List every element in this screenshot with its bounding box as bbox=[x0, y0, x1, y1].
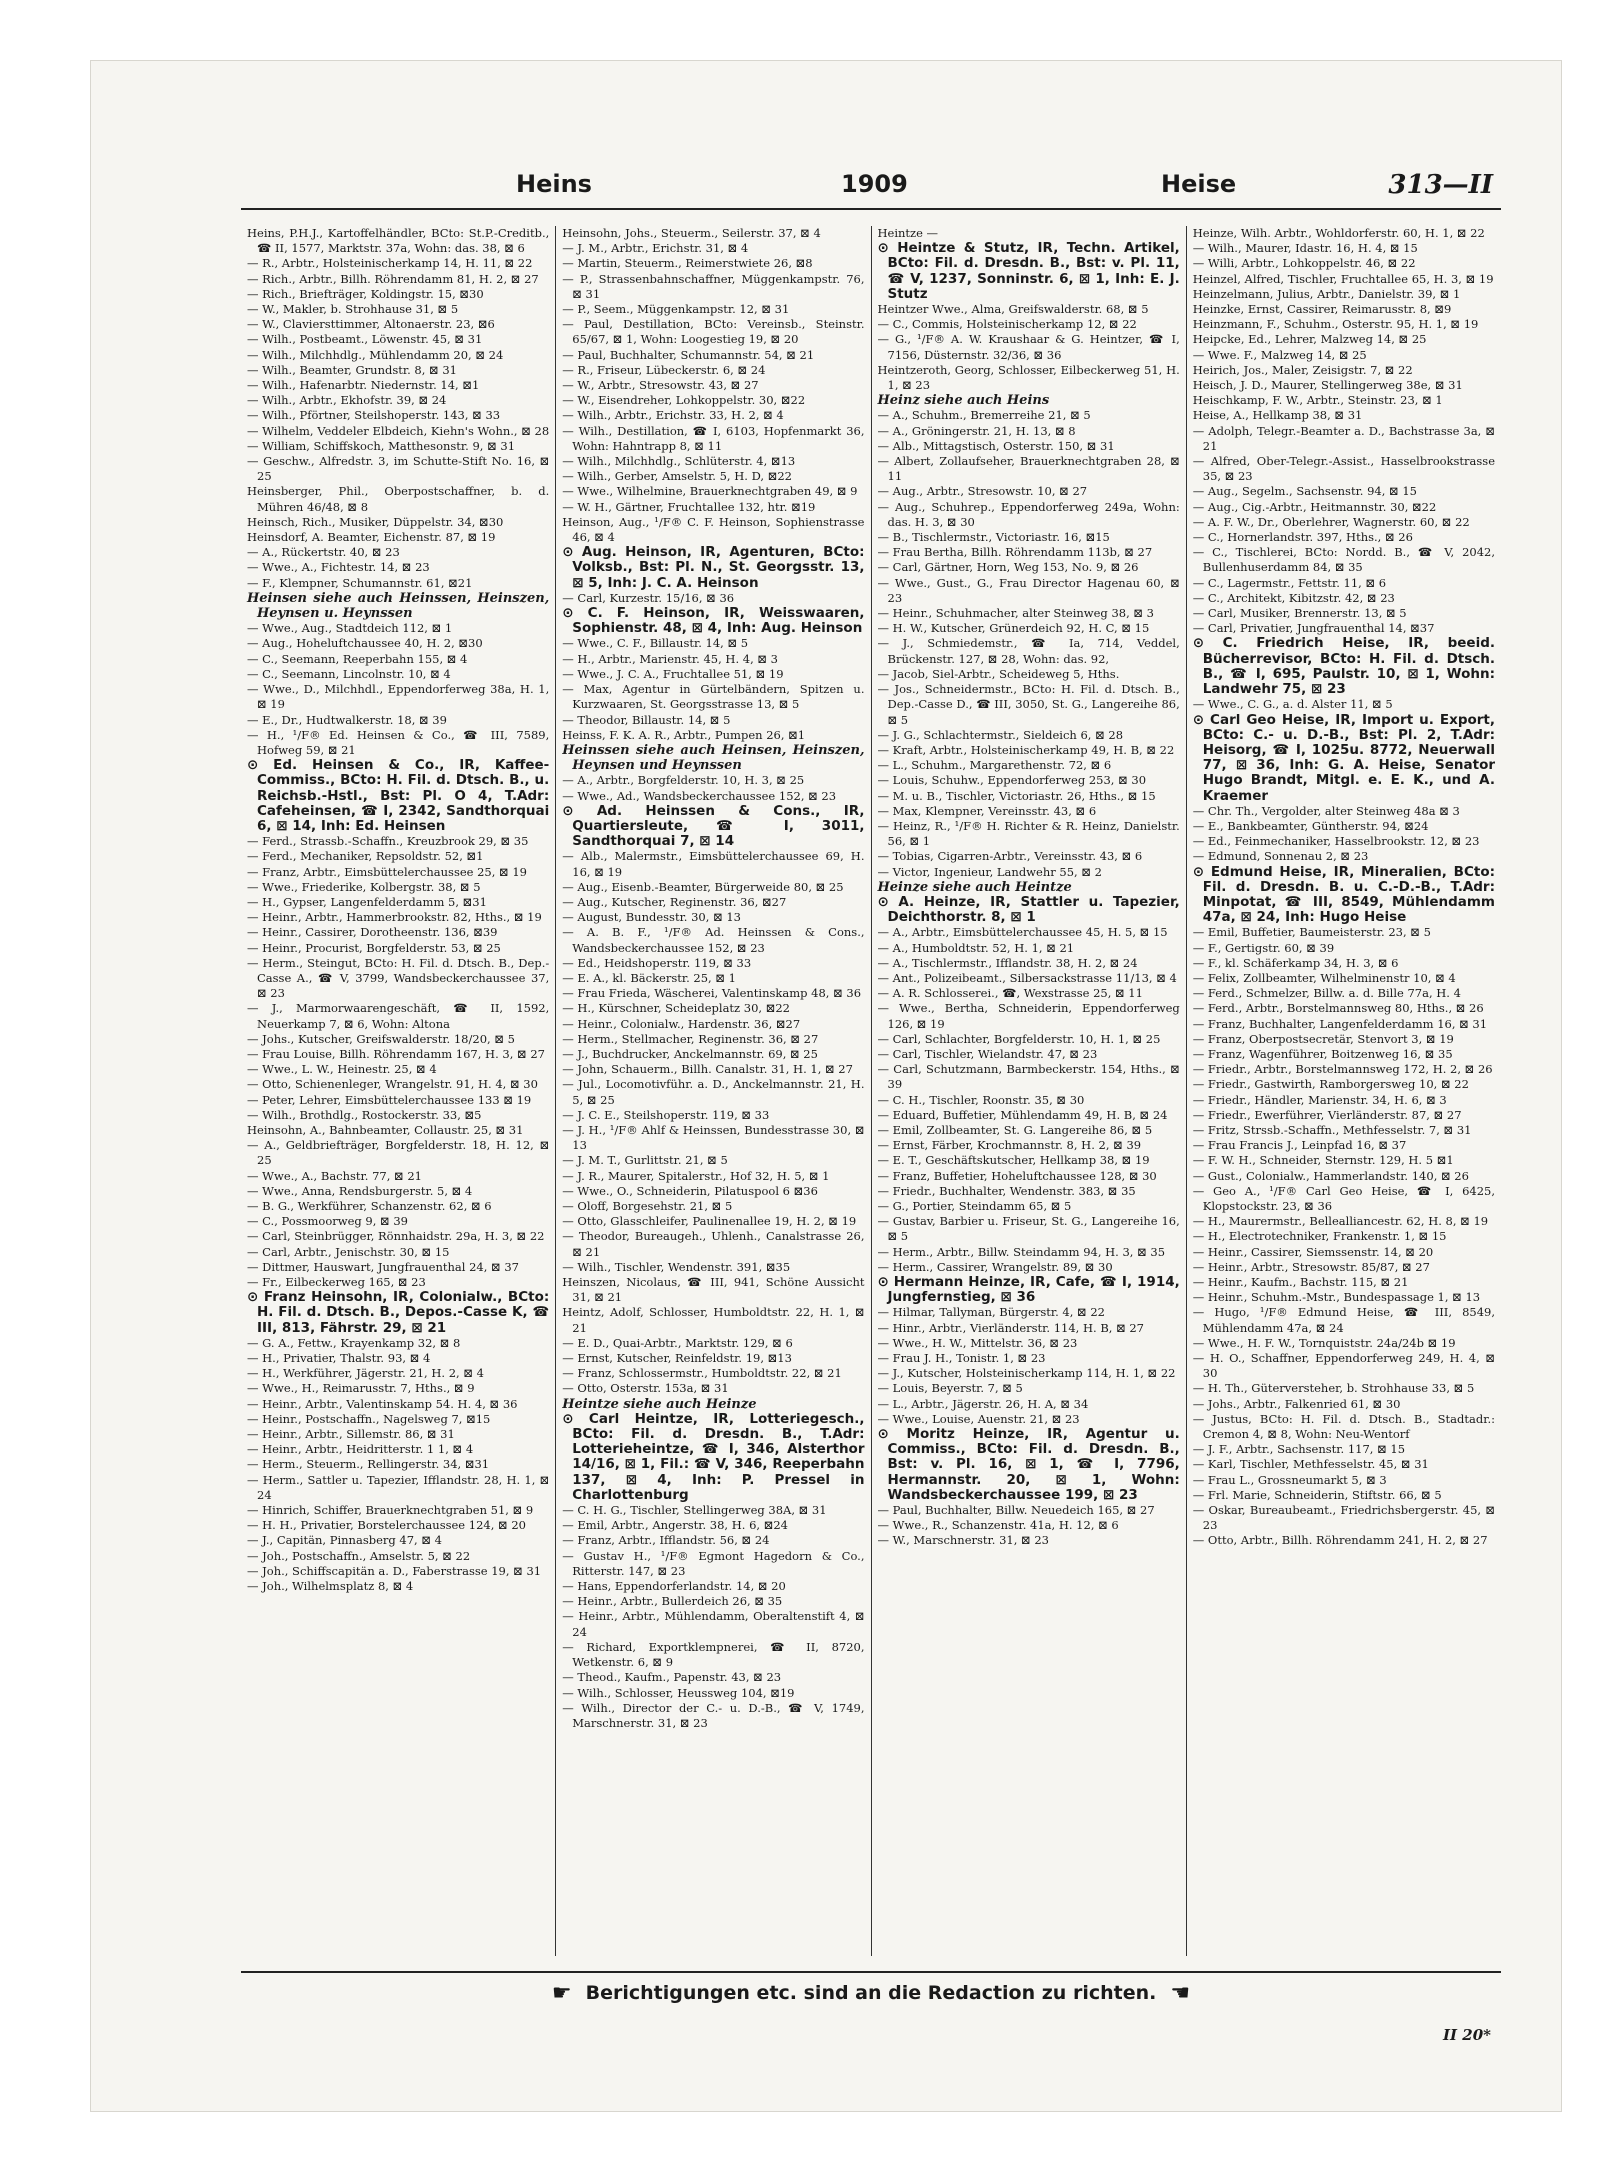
directory-entry: — Eduard, Buffetier, Mühlendamm 49, H. B, ⊠ 24 bbox=[877, 1107, 1168, 1122]
directory-entry: — P., Seem., Müggenkampstr. 12, ⊠ 31 bbox=[562, 302, 790, 317]
header-year: 1909 bbox=[841, 170, 908, 198]
directory-entry: ⊙ Aug. Heinson, IR, Agenturen, BCto: Volksb., Bst: Pl. N., St. Georgsstr. 13, ⊠ 5, Inh: J. C. A. Heinson bbox=[562, 544, 865, 591]
directory-entry: Heinss, F. K. A. R., Arbtr., Pumpen 26, ⊠1 bbox=[562, 727, 806, 742]
directory-entry: — H. O., Schaffner, Eppendorferweg 249, H. 4, ⊠ 30 bbox=[1192, 1351, 1495, 1381]
directory-entry: — Ant., Polizeibeamt., Silbersackstrasse 11/13, ⊠ 4 bbox=[877, 970, 1177, 985]
directory-entry: — J. H., ¹/F® Ahlf & Heinssen, Bundesstrasse 30, ⊠ 13 bbox=[562, 1122, 865, 1153]
directory-entry: — Felix, Zollbeamter, Wilhelminenstr 10, ⊠ 4 bbox=[1192, 970, 1456, 985]
directory-entry: ⊙ Edmund Heise, IR, Mineralien, BCto: Fil. d. Dresdn. B. u. C.-D.-B., T.Adr: Minpotat, ☎ III, 8549, Mühlendamm 47a, ⊠ 24, Inh: Hugo Heise bbox=[1192, 863, 1495, 926]
directory-entry: — Heinr., Arbtr., Hammerbrookstr. 82, Hths., ⊠ 19 bbox=[247, 910, 542, 925]
directory-entry: Heintze siehe auch Heinze bbox=[562, 1396, 757, 1412]
directory-entry: — H., Werkführer, Jägerstr. 21, H. 2, ⊠ 4 bbox=[247, 1366, 484, 1381]
directory-entry: — Geschw., Alfredstr. 3, im Schutte-Stift No. 16, ⊠ 25 bbox=[247, 454, 550, 484]
directory-entry: — Carl, Schlachter, Borgfelderstr. 10, H. 1, ⊠ 25 bbox=[877, 1031, 1161, 1046]
page-sheet bbox=[90, 60, 1562, 2112]
directory-entry: — Alb., Mittagstisch, Osterstr. 150, ⊠ 31 bbox=[877, 438, 1115, 453]
directory-entry: — A., Tischlermstr., Ifflandstr. 38, H. 2, ⊠ 24 bbox=[877, 955, 1138, 970]
directory-entry: Heinzel, Alfred, Tischler, Fruchtallee 65, H. 3, ⊠ 19 bbox=[1192, 271, 1494, 286]
directory-entry: — Heinr., Schuhmacher, alter Steinweg 38, ⊠ 3 bbox=[877, 606, 1154, 621]
directory-entry: Heinzke, Ernst, Cassirer, Reimarusstr. 8, ⊠9 bbox=[1192, 302, 1452, 317]
directory-entry: — Franz, Arbtr., Ifflandstr. 56, ⊠ 24 bbox=[562, 1533, 770, 1548]
directory-entry: — Wwe., J. C. A., Fruchtallee 51, ⊠ 19 bbox=[562, 666, 784, 681]
directory-entry: — Ed., Heidshoperstr. 119, ⊠ 33 bbox=[562, 955, 752, 970]
directory-entry: — Herm., Arbtr., Billw. Steindamm 94, H. 3, ⊠ 35 bbox=[877, 1244, 1166, 1259]
directory-entry: — Gust., Colonialw., Hammerlandstr. 140, ⊠ 26 bbox=[1192, 1168, 1469, 1183]
directory-entry: Heintzer Wwe., Alma, Greifswalderstr. 68, ⊠ 5 bbox=[877, 302, 1149, 317]
directory-entry: — Heinr., Arbtr., Stresowstr. 85/87, ⊠ 27 bbox=[1192, 1259, 1430, 1274]
directory-entry: — Gustav H., ¹/F® Egmont Hagedorn & Co., Ritterstr. 147, ⊠ 23 bbox=[562, 1548, 865, 1578]
directory-entry: — Heinz, R., ¹/F® H. Richter & R. Heinz, Danielstr. 56, ⊠ 1 bbox=[877, 818, 1180, 849]
directory-entry: — Wwe., H., Reimarusstr. 7, Hths., ⊠ 9 bbox=[247, 1381, 475, 1396]
directory-entry: — E. T., Geschäftskutscher, Hellkamp 38, ⊠ 19 bbox=[877, 1153, 1150, 1168]
directory-entry: — C., Tischlerei, BCto: Nordd. B., ☎ V, 2042, Bullenhuserdamm 84, ⊠ 35 bbox=[1192, 545, 1495, 575]
directory-entry: — Carl, Privatier, Jungfrauenthal 14, ⊠37 bbox=[1192, 621, 1435, 636]
directory-entry: — Heinr., Kaufm., Bachstr. 115, ⊠ 21 bbox=[1192, 1275, 1409, 1290]
directory-entry: — Louis, Schuhw., Eppendorferweg 253, ⊠ 30 bbox=[877, 773, 1147, 788]
directory-entry: ⊙ Ad. Heinssen & Cons., IR, Quartiersleute, ☎ I, 3011, Sandthorquai 7, ⊠ 14 bbox=[562, 802, 865, 850]
directory-entry: — Wwe., D., Milchhdl., Eppendorferweg 38a, H. 1, ⊠ 19 bbox=[247, 682, 550, 712]
directory-entry: — Rich., Briefträger, Koldingstr. 15, ⊠30 bbox=[247, 286, 484, 301]
directory-entry: — A. F. W., Dr., Oberlehrer, Wagnerstr. 60, ⊠ 22 bbox=[1192, 514, 1470, 529]
directory-entry: — Aug., Arbtr., Stresowstr. 10, ⊠ 27 bbox=[877, 484, 1088, 499]
directory-entry: — Otto, Glasschleifer, Paulinenallee 19, H. 2, ⊠ 19 bbox=[562, 1214, 857, 1229]
directory-entry: Heinsch, Rich., Musiker, Düppelstr. 34, ⊠30 bbox=[247, 514, 504, 529]
directory-entry: — R., Arbtr., Holsteinischerkamp 14, H. 11, ⊠ 22 bbox=[247, 256, 533, 271]
directory-entry: — Wwe., L. W., Heinestr. 25, ⊠ 4 bbox=[247, 1062, 437, 1077]
directory-entry: — Wwe., Gust., G., Frau Director Hagenau 60, ⊠ 23 bbox=[877, 575, 1180, 605]
directory-entry: — Carl, Gärtner, Horn, Weg 153, No. 9, ⊠ 26 bbox=[877, 560, 1139, 575]
directory-entry: — C. H., Tischler, Roonstr. 35, ⊠ 30 bbox=[877, 1092, 1085, 1107]
directory-entry: — William, Schiffskoch, Matthesonstr. 9, ⊠ 31 bbox=[247, 438, 516, 453]
directory-entry: — Martin, Steuerm., Reimerstwiete 26, ⊠8 bbox=[562, 256, 813, 271]
directory-entry: — C. H. G., Tischler, Stellingerweg 38A, ⊠ 31 bbox=[562, 1503, 827, 1518]
directory-entry: Heinsdorf, A. Beamter, Eichenstr. 87, ⊠ 19 bbox=[247, 530, 496, 545]
directory-entry: — Wwe., C. F., Billaustr. 14, ⊠ 5 bbox=[562, 636, 749, 651]
directory-entry: — Frau Louise, Billh. Röhrendamm 167, H. 3, ⊠ 27 bbox=[247, 1046, 545, 1061]
directory-entry: — Oloff, Borgesehstr. 21, ⊠ 5 bbox=[562, 1199, 733, 1213]
directory-entry: — Aug., Kutscher, Reginenstr. 36, ⊠27 bbox=[562, 894, 787, 909]
directory-entry: — Franz, Arbtr., Eimsbüttelerchaussee 25, ⊠ 19 bbox=[247, 864, 527, 879]
column-1 bbox=[241, 226, 556, 1956]
directory-entry: — G., Portier, Steindamm 65, ⊠ 5 bbox=[877, 1199, 1072, 1213]
directory-entry: — Wwe., Bertha, Schneiderin, Eppendorferweg 126, ⊠ 19 bbox=[877, 1001, 1180, 1031]
directory-entry: — Aug., Hoheluftchaussee 40, H. 2, ⊠30 bbox=[247, 636, 483, 651]
directory-entry: Heinzelmann, Julius, Arbtr., Danielstr. 39, ⊠ 1 bbox=[1192, 286, 1461, 301]
directory-entry: — Heinr., Cassirer, Dorotheenstr. 136, ⊠39 bbox=[247, 925, 498, 940]
directory-entry: — J. M. T., Gurlittstr. 21, ⊠ 5 bbox=[562, 1153, 728, 1168]
directory-entry: — Wilh., Director der C.- u. D.-B., ☎ V, 1749, Marschnerstr. 31, ⊠ 23 bbox=[562, 1700, 865, 1730]
directory-entry: — Alfred, Ober-Telegr.-Assist., Hasselbrookstrasse 35, ⊠ 23 bbox=[1192, 454, 1495, 484]
column-2 bbox=[556, 226, 871, 1956]
directory-entry: — Heinr., Colonialw., Hardenstr. 36, ⊠27 bbox=[562, 1016, 801, 1031]
directory-page bbox=[241, 166, 1501, 2051]
directory-entry: Heinsberger, Phil., Oberpostschaffner, b. d. Mühren 46/48, ⊠ 8 bbox=[247, 484, 550, 514]
directory-entry: — F., kl. Schäferkamp 34, H. 3, ⊠ 6 bbox=[1192, 955, 1399, 970]
directory-entry: Heinzmann, F., Schuhm., Osterstr. 95, H. 1, ⊠ 19 bbox=[1192, 317, 1479, 332]
page-header bbox=[241, 166, 1501, 210]
directory-entry: — F. W. H., Schneider, Sternstr. 129, H. 5 ⊠1 bbox=[1192, 1153, 1454, 1168]
directory-entry: — Hinr., Arbtr., Vierländerstr. 114, H. B, ⊠ 27 bbox=[877, 1320, 1144, 1335]
directory-entry: — Wwe., Anna, Rendsburgerstr. 5, ⊠ 4 bbox=[247, 1183, 473, 1198]
directory-entry: — Herm., Cassirer, Wrangelstr. 89, ⊠ 30 bbox=[877, 1259, 1113, 1274]
columns bbox=[241, 226, 1501, 1956]
directory-entry: — Wilh., Hafenarbtr. Niedernstr. 14, ⊠1 bbox=[247, 378, 480, 393]
directory-entry: — Herm., Steuerm., Rellingerstr. 34, ⊠31 bbox=[247, 1457, 490, 1472]
directory-entry: — J. M., Arbtr., Erichstr. 31, ⊠ 4 bbox=[562, 241, 749, 256]
directory-entry: — Heinr., Arbtr., Mühlendamm, Oberaltenstift 4, ⊠ 24 bbox=[562, 1609, 865, 1639]
directory-entry: ⊙ C. F. Heinson, IR, Weisswaaren, Sophienstr. 48, ⊠ 4, Inh: Aug. Heinson bbox=[562, 605, 865, 637]
directory-entry: Heise, A., Hellkamp 38, ⊠ 31 bbox=[1192, 408, 1363, 423]
directory-entry: — Jos., Schneidermstr., BCto: H. Fil. d. Dtsch. B., Dep.-Casse D., ☎ III, 3050, St. G., Langereihe 86, ⊠ 5 bbox=[877, 682, 1180, 727]
directory-entry: — Peter, Lehrer, Eimsbüttelerchaussee 133 ⊠ 19 bbox=[247, 1092, 532, 1107]
directory-entry: — Paul, Destillation, BCto: Vereinsb., Steinstr. 65/67, ⊠ 1, Wohn: Loogestieg 19, ⊠ 20 bbox=[562, 317, 865, 347]
directory-entry: — Aug., Segelm., Sachsenstr. 94, ⊠ 15 bbox=[1192, 484, 1417, 499]
directory-entry: — Wwe., Louise, Auenstr. 21, ⊠ 23 bbox=[877, 1411, 1080, 1426]
directory-entry: — H., Gypser, Langenfelderdamm 5, ⊠31 bbox=[247, 894, 487, 909]
directory-entry: — W., Arbtr., Stresowstr. 43, ⊠ 27 bbox=[562, 378, 759, 393]
directory-entry: — Emil, Arbtr., Angerstr. 38, H. 6, ⊠24 bbox=[562, 1518, 788, 1533]
directory-entry: — F., Gertigstr. 60, ⊠ 39 bbox=[1192, 940, 1335, 955]
directory-entry: — E., Bankbeamter, Güntherstr. 94, ⊠24 bbox=[1192, 818, 1429, 833]
directory-entry: Heinsohn, A., Bahnbeamter, Collaustr. 25, ⊠ 31 bbox=[247, 1122, 524, 1137]
directory-entry: — Theodor, Billaustr. 14, ⊠ 5 bbox=[562, 712, 731, 727]
directory-entry: — J., Capitän, Pinnasberg 47, ⊠ 4 bbox=[247, 1533, 442, 1548]
directory-entry: Heintze — bbox=[877, 226, 939, 240]
directory-entry: — Ernst, Färber, Krochmannstr. 8, H. 2, ⊠ 39 bbox=[877, 1138, 1142, 1153]
directory-entry: — J., Buchdrucker, Anckelmannstr. 69, ⊠ 25 bbox=[562, 1046, 818, 1061]
directory-entry: — E., Dr., Hudtwalkerstr. 18, ⊠ 39 bbox=[247, 712, 447, 727]
directory-entry: Heisch, J. D., Maurer, Stellingerweg 38e, ⊠ 31 bbox=[1192, 378, 1463, 393]
directory-entry: — Alb., Malermstr., Eimsbüttelerchaussee 69, H. 16, ⊠ 19 bbox=[562, 849, 865, 879]
directory-entry: — Rich., Arbtr., Billh. Röhrendamm 81, H. 2, ⊠ 27 bbox=[247, 271, 539, 286]
directory-entry: — Herm., Steingut, BCto: H. Fil. d. Dtsch. B., Dep.-Casse A., ☎ V, 3799, Wandsbeckerchaussee 37, ⊠ 23 bbox=[247, 955, 550, 1001]
directory-entry: — Ferd., Schmelzer, Billw. a. d. Bille 77a, H. 4 bbox=[1192, 986, 1461, 1001]
pointing-hand-right-icon: ☛ bbox=[551, 1981, 572, 2006]
directory-entry: — Franz, Oberpostsecretär, Stenvort 3, ⊠ 19 bbox=[1192, 1031, 1454, 1046]
footer-notice bbox=[241, 1971, 1501, 2006]
directory-entry: — Emil, Buffetier, Baumeisterstr. 23, ⊠ 5 bbox=[1192, 925, 1431, 940]
directory-entry: — Frau Bertha, Billh. Röhrendamm 113b, ⊠ 27 bbox=[877, 545, 1153, 560]
directory-entry: — Justus, BCto: H. Fil. d. Dtsch. B., Stadtadr.: Cremon 4, ⊠ 8, Wohn: Neu-Wentorf bbox=[1192, 1411, 1495, 1442]
directory-entry: — Friedr., Arbtr., Borstelmannsweg 172, H. 2, ⊠ 26 bbox=[1192, 1062, 1493, 1077]
directory-entry: ⊙ Ed. Heinsen & Co., IR, Kaffee-Commiss., BCto: H. Fil. d. Dtsch. B., u. Reichsb.-Hstl., Bst: Pl. O 4, T.Adr: Cafeheinsen, ☎ I, 2342, Sandthorquai 6, ⊠ 14, Inh: Ed. Heinsen bbox=[247, 757, 550, 834]
directory-entry: — Tobias, Cigarren-Arbtr., Vereinsstr. 43, ⊠ 6 bbox=[877, 849, 1143, 864]
directory-entry: — Aug., Cig.-Arbtr., Heitmannstr. 30, ⊠22 bbox=[1192, 499, 1437, 514]
directory-entry: — W., Eisendreher, Lohkoppelstr. 30, ⊠22 bbox=[562, 393, 806, 408]
directory-entry: — W., Makler, b. Strohhause 31, ⊠ 5 bbox=[247, 302, 459, 317]
directory-entry: — Heinr., Arbtr., Valentinskamp 54. H. 4, ⊠ 36 bbox=[247, 1396, 518, 1411]
directory-entry: — Wilh., Gerber, Amselstr. 5, H. D, ⊠22 bbox=[562, 469, 792, 484]
directory-entry: — Jacob, Siel-Arbtr., Scheideweg 5, Hths. bbox=[877, 666, 1120, 681]
directory-entry: — H. Th., Güterversteher, b. Strohhause 33, ⊠ 5 bbox=[1192, 1381, 1475, 1396]
directory-entry: — Max, Agentur in Gürtelbändern, Spitzen u. Kurzwaaren, St. Georgsstrasse 13, ⊠ 5 bbox=[562, 682, 865, 712]
directory-entry: — Albert, Zollaufseher, Brauerknechtgraben 28, ⊠ 11 bbox=[877, 454, 1180, 484]
directory-entry: — Wilh., Destillation, ☎ I, 6103, Hopfenmarkt 36, Wohn: Hahntrapp 8, ⊠ 11 bbox=[562, 423, 865, 453]
header-left: Heins bbox=[516, 170, 592, 198]
directory-entry: — Ernst, Kutscher, Reinfeldstr. 19, ⊠13 bbox=[562, 1351, 792, 1366]
directory-entry: — Carl, Steinbrügger, Rönnhaidstr. 29a, H. 3, ⊠ 22 bbox=[247, 1229, 545, 1244]
directory-entry: — H. W., Kutscher, Grünerdeich 92, H. C, ⊠ 15 bbox=[877, 621, 1150, 636]
page-number: 313—II bbox=[1388, 170, 1493, 200]
directory-entry: — H. H., Privatier, Borstelerchaussee 124, ⊠ 20 bbox=[247, 1518, 526, 1533]
directory-entry: ⊙ Moritz Heinze, IR, Agentur u. Commiss., BCto: Fil. d. Dresdn. B., Bst: v. Pl. 16, ⊠ 1, ☎ I, 7796, Hermannstr. 20, ⊠ 1, Wohn: Wandsbeckerchaussee 199, ⊠ 23 bbox=[877, 1426, 1180, 1503]
directory-entry: — J., Marmorwaarengeschäft, ☎ II, 1592, Neuerkamp 7, ⊠ 6, Wohn: Altona bbox=[247, 1001, 550, 1031]
directory-entry: — Wilh., Milchhdlg., Schlüterstr. 4, ⊠13 bbox=[562, 454, 796, 469]
directory-entry: — Hilmar, Tallyman, Bürgerstr. 4, ⊠ 22 bbox=[877, 1305, 1105, 1320]
directory-entry: ⊙ C. Friedrich Heise, IR, beeid. Bücherrevisor, BCto: H. Fil. d. Dtsch. B., ☎ I, 695, Paulstr. 10, ⊠ 1, Wohn: Landwehr 75, ⊠ 23 bbox=[1192, 635, 1495, 698]
directory-entry: — E. A., kl. Bäckerstr. 25, ⊠ 1 bbox=[562, 970, 736, 985]
directory-entry: — Otto, Schienenleger, Wrangelstr. 91, H. 4, ⊠ 30 bbox=[247, 1077, 538, 1092]
directory-entry: — Paul, Buchhalter, Billw. Neuedeich 165, ⊠ 27 bbox=[877, 1503, 1155, 1518]
directory-entry: — Wilh., Tischler, Wendenstr. 391, ⊠35 bbox=[562, 1259, 791, 1274]
directory-entry: — Joh., Postschaffn., Amselstr. 5, ⊠ 22 bbox=[247, 1548, 471, 1563]
directory-entry: — C., Hornerlandstr. 397, Hths., ⊠ 26 bbox=[1192, 530, 1413, 545]
directory-entry: — L., Arbtr., Jägerstr. 26, H. A, ⊠ 34 bbox=[877, 1396, 1089, 1411]
directory-entry: — Ferd., Strassb.-Schaffn., Kreuzbrook 29, ⊠ 35 bbox=[247, 834, 529, 849]
directory-entry: — Aug., Eisenb.-Beamter, Bürgerweide 80, ⊠ 25 bbox=[562, 879, 844, 894]
directory-entry: — Wwe., A., Fichtestr. 14, ⊠ 23 bbox=[247, 560, 430, 575]
directory-entry: Heinsen siehe auch Heinssen, Heinszen, Heynsen u. Heynssen bbox=[247, 590, 550, 622]
directory-entry: — Friedr., Gastwirth, Ramborgersweg 10, ⊠ 22 bbox=[1192, 1077, 1469, 1092]
pointing-hand-left-icon: ☚ bbox=[1170, 1981, 1191, 2006]
directory-entry: — Wwe., H. W., Mittelstr. 36, ⊠ 23 bbox=[877, 1335, 1078, 1350]
directory-entry: — J., Schmiedemstr., ☎ Ia, 714, Veddel, Brückenstr. 127, ⊠ 28, Wohn: das. 92, bbox=[877, 636, 1180, 666]
directory-entry: — H., ¹/F® Ed. Heinsen & Co., ☎ III, 7589, Hofweg 59, ⊠ 21 bbox=[247, 727, 550, 757]
directory-entry: ⊙ Heintze & Stutz, IR, Techn. Artikel, BCto: Fil. d. Dresdn. B., Bst: v. Pl. 11, ☎ V, 1237, Sonninstr. 6, ⊠ 1, Inh: E. J. Stutz bbox=[877, 240, 1180, 302]
directory-entry: — A., Schuhm., Bremerreihe 21, ⊠ 5 bbox=[877, 408, 1091, 423]
directory-entry: — Ferd., Arbtr., Borstelmannsweg 80, Hths., ⊠ 26 bbox=[1192, 1001, 1484, 1016]
directory-entry: — Wilh., Maurer, Idastr. 16, H. 4, ⊠ 15 bbox=[1192, 241, 1418, 256]
directory-entry: — J. F., Arbtr., Sachsenstr. 117, ⊠ 15 bbox=[1192, 1442, 1406, 1457]
directory-entry: — Friedr., Ewerführer, Vierländerstr. 87, ⊠ 27 bbox=[1192, 1107, 1462, 1122]
directory-entry: — Geo A., ¹/F® Carl Geo Heise, ☎ I, 6425, Klopstockstr. 23, ⊠ 36 bbox=[1192, 1183, 1495, 1213]
directory-entry: — Franz, Wagenführer, Boitzenweg 16, ⊠ 35 bbox=[1192, 1046, 1453, 1061]
directory-entry: — H., Kürschner, Scheideplatz 30, ⊠22 bbox=[562, 1001, 790, 1016]
directory-entry: — Frau Frieda, Wäscherei, Valentinskamp 48, ⊠ 36 bbox=[562, 986, 862, 1001]
directory-entry: — Wilh., Arbtr., Erichstr. 33, H. 2, ⊠ 4 bbox=[562, 408, 784, 423]
directory-entry: — Frau Francis J., Leinpfad 16, ⊠ 37 bbox=[1192, 1138, 1407, 1153]
directory-entry: — C., Lagermstr., Fettstr. 11, ⊠ 6 bbox=[1192, 575, 1387, 590]
directory-entry: — Carl, Musiker, Brennerstr. 13, ⊠ 5 bbox=[1192, 606, 1407, 621]
directory-entry: — Paul, Buchhalter, Schumannstr. 54, ⊠ 21 bbox=[562, 347, 815, 362]
directory-entry: — A., Arbtr., Eimsbüttelerchaussee 45, H. 5, ⊠ 15 bbox=[877, 925, 1168, 940]
directory-entry: Heischkamp, F. W., Arbtr., Steinstr. 23, ⊠ 1 bbox=[1192, 393, 1443, 408]
directory-entry: — John, Schauerm., Billh. Canalstr. 31, H. 1, ⊠ 27 bbox=[562, 1062, 853, 1077]
directory-entry: — Richard, Exportklempnerei, ☎ II, 8720, Wetkenstr. 6, ⊠ 9 bbox=[562, 1639, 865, 1670]
directory-entry: — Fritz, Strssb.-Schaffn., Methfesselstr. 7, ⊠ 31 bbox=[1192, 1122, 1472, 1137]
directory-entry: — F., Klempner, Schumannstr. 61, ⊠21 bbox=[247, 575, 473, 590]
directory-entry: — Otto, Osterstr. 153a, ⊠ 31 bbox=[562, 1381, 729, 1396]
directory-entry: — A., Geldbriefträger, Borgfelderstr. 18, H. 12, ⊠ 25 bbox=[247, 1138, 550, 1168]
directory-entry: — Wwe., Wilhelmine, Brauerknechtgraben 49, ⊠ 9 bbox=[562, 484, 858, 499]
directory-entry: — H., Electrotechniker, Frankenstr. 1, ⊠ 15 bbox=[1192, 1229, 1447, 1244]
directory-entry: — Oskar, Bureaubeamt., Friedrichsbergerstr. 45, ⊠ 23 bbox=[1192, 1503, 1495, 1533]
directory-entry: — Heinr., Postschaffn., Nagelsweg 7, ⊠15 bbox=[247, 1411, 491, 1426]
directory-entry: — Wwe., A., Bachstr. 77, ⊠ 21 bbox=[247, 1168, 422, 1183]
directory-entry: — Fr., Eilbeckerweg 165, ⊠ 23 bbox=[247, 1275, 426, 1290]
directory-entry: — Wwe., Ad., Wandsbeckerchaussee 152, ⊠ 23 bbox=[562, 788, 837, 803]
directory-entry: — Kraft, Arbtr., Holsteinischerkamp 49, H. B, ⊠ 22 bbox=[877, 742, 1175, 757]
directory-entry: — Franz, Buchhalter, Langenfelderdamm 16, ⊠ 31 bbox=[1192, 1016, 1488, 1031]
directory-entry: — Frau L., Grossneumarkt 5, ⊠ 3 bbox=[1192, 1472, 1387, 1487]
directory-entry: — Dittmer, Hauswart, Jungfrauenthal 24, ⊠ 37 bbox=[247, 1259, 519, 1274]
directory-entry: — P., Strassenbahnschaffner, Müggenkampstr. 76, ⊠ 31 bbox=[562, 271, 865, 301]
directory-entry: — W., Claviersttimmer, Altonaerstr. 23, ⊠6 bbox=[247, 317, 495, 332]
directory-entry: — C., Architekt, Kibitzstr. 42, ⊠ 23 bbox=[1192, 590, 1395, 605]
directory-entry: — Joh., Wilhelmsplatz 8, ⊠ 4 bbox=[247, 1579, 414, 1594]
directory-entry: Heinz siehe auch Heins bbox=[877, 393, 1050, 409]
directory-entry: — C., Seemann, Reeperbahn 155, ⊠ 4 bbox=[247, 651, 468, 666]
directory-entry: — H., Arbtr., Marienstr. 45, H. 4, ⊠ 3 bbox=[562, 651, 778, 666]
directory-entry: ⊙ A. Heinze, IR, Stattler u. Tapezier, Deichthorstr. 8, ⊠ 1 bbox=[877, 893, 1180, 926]
directory-entry: — G., ¹/F® A. W. Kraushaar & G. Heintzer, ☎ I, 7156, Düsternstr. 32/36, ⊠ 36 bbox=[877, 332, 1180, 362]
directory-entry: — Jul., Locomotivführ. a. D., Anckelmannstr. 21, H. 5, ⊠ 25 bbox=[562, 1077, 865, 1107]
directory-entry: ⊙ Franz Heinsohn, IR, Colonialw., BCto: H. Fil. d. Dtsch. B., Depos.-Casse K, ☎ III, 813, Fährstr. 29, ⊠ 21 bbox=[247, 1289, 550, 1336]
directory-entry: — A., Arbtr., Borgfelderstr. 10, H. 3, ⊠ 25 bbox=[562, 773, 805, 788]
directory-entry: — Friedr., Buchhalter, Wendenstr. 383, ⊠ 35 bbox=[877, 1183, 1136, 1198]
directory-entry: Heinze, Wilh. Arbtr., Wohldorferstr. 60, H. 1, ⊠ 22 bbox=[1192, 226, 1485, 240]
directory-entry: — Friedr., Händler, Marienstr. 34, H. 6, ⊠ 3 bbox=[1192, 1092, 1447, 1107]
directory-entry: — Carl, Kurzestr. 15/16, ⊠ 36 bbox=[562, 590, 735, 605]
directory-entry: — Wilh., Milchhdlg., Mühlendamm 20, ⊠ 24 bbox=[247, 347, 504, 362]
directory-entry: — A., Rückertstr. 40, ⊠ 23 bbox=[247, 545, 400, 560]
directory-entry: — H., Maurermstr., Bellealliancestr. 62, H. 8, ⊠ 19 bbox=[1192, 1214, 1489, 1229]
directory-entry: — Carl, Schutzmann, Barmbeckerstr. 154, Hths., ⊠ 39 bbox=[877, 1062, 1180, 1092]
directory-entry: — M. u. B., Tischler, Victoriastr. 26, Hths., ⊠ 15 bbox=[877, 788, 1156, 803]
directory-entry: — Carl, Arbtr., Jenischstr. 30, ⊠ 15 bbox=[247, 1244, 450, 1259]
directory-entry: — Wwe., Friederike, Kolbergstr. 38, ⊠ 5 bbox=[247, 879, 481, 894]
directory-entry: — J. G., Schlachtermstr., Sieldeich 6, ⊠ 28 bbox=[877, 727, 1124, 742]
directory-entry: — C., Possmoorweg 9, ⊠ 39 bbox=[247, 1214, 408, 1229]
directory-entry: — Ed., Feinmechaniker, Hasselbrookstr. 12, ⊠ 23 bbox=[1192, 834, 1480, 849]
directory-entry: — Hans, Eppendorferlandstr. 14, ⊠ 20 bbox=[562, 1579, 786, 1594]
directory-entry: Heins, P.H.J., Kartoffelhändler, BCto: St.P.-Creditb., ☎ II, 1577, Marktstr. 37a, Wohn: das. 38, ⊠ 6 bbox=[247, 226, 550, 256]
directory-entry: — L., Schuhm., Margarethenstr. 72, ⊠ 6 bbox=[877, 758, 1112, 773]
directory-entry: — Heinr., Arbtr., Heidritterstr. 1 1, ⊠ 4 bbox=[247, 1442, 474, 1457]
directory-entry: — R., Friseur, Lübeckerstr. 6, ⊠ 24 bbox=[562, 362, 766, 377]
directory-entry: — Aug., Schuhrep., Eppendorferweg 249a, Wohn: das. H. 3, ⊠ 30 bbox=[877, 499, 1180, 529]
directory-entry: — J., Kutscher, Holsteinischerkamp 114, H. 1, ⊠ 22 bbox=[877, 1366, 1176, 1381]
directory-entry: — Hinrich, Schiffer, Brauerknechtgraben 51, ⊠ 9 bbox=[247, 1503, 534, 1518]
directory-entry: — C., Seemann, Lincolnstr. 10, ⊠ 4 bbox=[247, 666, 451, 681]
directory-entry: Heinze siehe auch Heintze bbox=[877, 879, 1072, 895]
directory-entry: — Max, Klempner, Vereinsstr. 43, ⊠ 6 bbox=[877, 803, 1097, 818]
directory-entry: Heinsohn, Johs., Steuerm., Seilerstr. 37, ⊠ 4 bbox=[562, 226, 821, 240]
directory-entry: — A., Humboldtstr. 52, H. 1, ⊠ 21 bbox=[877, 940, 1075, 955]
directory-entry: — J. R., Maurer, Spitalerstr., Hof 32, H. 5, ⊠ 1 bbox=[562, 1168, 830, 1183]
directory-entry: — Johs., Arbtr., Falkenried 61, ⊠ 30 bbox=[1192, 1396, 1401, 1411]
directory-entry: — Herm., Sattler u. Tapezier, Ifflandstr. 28, H. 1, ⊠ 24 bbox=[247, 1472, 550, 1502]
directory-entry: — A. B. F., ¹/F® Ad. Heinssen & Cons., Wandsbeckerchaussee 152, ⊠ 23 bbox=[562, 925, 865, 955]
directory-entry: Heipcke, Ed., Lehrer, Malzweg 14, ⊠ 25 bbox=[1192, 332, 1427, 347]
directory-entry: — Emil, Zollbeamter, St. G. Langereihe 86, ⊠ 5 bbox=[877, 1122, 1153, 1137]
directory-entry: Heinson, Aug., ¹/F® C. F. Heinson, Sophienstrasse 46, ⊠ 4 bbox=[562, 514, 865, 545]
directory-entry: — Wwe., R., Schanzenstr. 41a, H. 12, ⊠ 6 bbox=[877, 1518, 1119, 1533]
directory-entry: — Hugo, ¹/F® Edmund Heise, ☎ III, 8549, Mühlendamm 47a, ⊠ 24 bbox=[1192, 1305, 1495, 1335]
directory-entry: — Victor, Ingenieur, Landwehr 55, ⊠ 2 bbox=[877, 864, 1102, 879]
directory-entry: ⊙ Hermann Heinze, IR, Cafe, ☎ I, 1914, Jungfernstieg, ⊠ 36 bbox=[877, 1274, 1180, 1306]
directory-entry: — Franz, Buffetier, Hoheluftchaussee 128, ⊠ 30 bbox=[877, 1168, 1157, 1183]
directory-entry: — Heinr., Arbtr., Bullerdeich 26, ⊠ 35 bbox=[562, 1594, 783, 1609]
directory-entry: Heinszen, Nicolaus, ☎ III, 941, Schöne Aussicht 31, ⊠ 21 bbox=[562, 1275, 865, 1305]
directory-entry: — Edmund, Sonnenau 2, ⊠ 23 bbox=[1192, 849, 1369, 864]
directory-entry: — C., Commis, Holsteinischerkamp 12, ⊠ 22 bbox=[877, 317, 1137, 332]
directory-entry: — Joh., Schiffscapitän a. D., Faberstrasse 19, ⊠ 31 bbox=[247, 1563, 542, 1578]
column-4 bbox=[1187, 226, 1501, 1956]
directory-entry: — Wwe., Aug., Stadtdeich 112, ⊠ 1 bbox=[247, 621, 453, 636]
directory-entry: — Frl. Marie, Schneiderin, Stiftstr. 66, ⊠ 5 bbox=[1192, 1487, 1442, 1502]
directory-entry: — Karl, Tischler, Methfesselstr. 45, ⊠ 31 bbox=[1192, 1457, 1429, 1472]
directory-entry: — Wwe., H. F. W., Tornquiststr. 24a/24b ⊠ 19 bbox=[1192, 1335, 1456, 1350]
directory-entry: — August, Bundesstr. 30, ⊠ 13 bbox=[562, 910, 741, 925]
directory-entry: — Heinr., Schuhm.-Mstr., Bundespassage 1, ⊠ 13 bbox=[1192, 1290, 1481, 1305]
column-3 bbox=[872, 226, 1187, 1956]
directory-entry: — Wilh., Postbeamt., Löwenstr. 45, ⊠ 31 bbox=[247, 332, 483, 347]
directory-entry: Heintz, Adolf, Schlosser, Humboldtstr. 22, H. 1, ⊠ 21 bbox=[562, 1305, 865, 1335]
header-right: Heise bbox=[1161, 170, 1237, 198]
directory-entry: — Wwe. F., Malzweg 14, ⊠ 25 bbox=[1192, 347, 1367, 362]
directory-entry: — Wilh., Schlosser, Heussweg 104, ⊠19 bbox=[562, 1685, 795, 1700]
footer-text: Berichtigungen etc. sind an die Redaction zu richten. bbox=[585, 1982, 1157, 2004]
directory-entry: — Wilh., Arbtr., Ekhofstr. 39, ⊠ 24 bbox=[247, 393, 447, 408]
directory-entry: — Louis, Beyerstr. 7, ⊠ 5 bbox=[877, 1381, 1023, 1396]
directory-entry: — Wilhelm, Veddeler Elbdeich, Kiehn's Wohn., ⊠ 28 bbox=[247, 423, 550, 438]
directory-entry: — Herm., Stellmacher, Reginenstr. 36, ⊠ 27 bbox=[562, 1031, 819, 1046]
directory-entry: — Franz, Schlossermstr., Humboldtstr. 22, ⊠ 21 bbox=[562, 1366, 842, 1381]
directory-entry: — Ferd., Mechaniker, Repsoldstr. 52, ⊠1 bbox=[247, 849, 484, 864]
directory-entry: — Chr. Th., Vergolder, alter Steinweg 48a ⊠ 3 bbox=[1192, 803, 1460, 818]
directory-entry: — H., Privatier, Thalstr. 93, ⊠ 4 bbox=[247, 1351, 431, 1366]
directory-entry: — B. G., Werkführer, Schanzenstr. 62, ⊠ 6 bbox=[247, 1199, 492, 1213]
directory-entry: — Wilh., Brothdlg., Rostockerstr. 33, ⊠5 bbox=[247, 1107, 482, 1122]
directory-entry: Heintzeroth, Georg, Schlosser, Eilbeckerweg 51, H. 1, ⊠ 23 bbox=[877, 362, 1180, 393]
directory-entry: — Frau J. H., Tonistr. 1, ⊠ 23 bbox=[877, 1351, 1046, 1366]
directory-entry: — W. H., Gärtner, Fruchtallee 132, htr. ⊠19 bbox=[562, 499, 816, 514]
directory-entry: — E. D., Quai-Arbtr., Marktstr. 129, ⊠ 6 bbox=[562, 1335, 793, 1350]
directory-entry: — Wwe., C. G., a. d. Alster 11, ⊠ 5 bbox=[1192, 697, 1393, 712]
directory-entry: — Wilh., Beamter, Grundstr. 8, ⊠ 31 bbox=[247, 362, 457, 377]
directory-entry: — W., Marschnerstr. 31, ⊠ 23 bbox=[877, 1533, 1049, 1548]
directory-entry: ⊙ Carl Geo Heise, IR, Import u. Export, BCto: C.- u. D.-B., Bst: Pl. 2, T.Adr: Heisorg, ☎ I, 1025u. 8772, Neuerwall 77, ⊠ 36, Inh: G. A. Heise, Senator Hugo Brandt, Mitgl. e. E. K., und A. Kraemer bbox=[1192, 711, 1495, 804]
directory-entry: — Theod., Kaufm., Papenstr. 43, ⊠ 23 bbox=[562, 1670, 782, 1685]
directory-entry: Heirich, Jos., Maler, Zeisigstr. 7, ⊠ 22 bbox=[1192, 362, 1413, 377]
directory-entry: — Willi, Arbtr., Lohkoppelstr. 46, ⊠ 22 bbox=[1192, 256, 1416, 271]
directory-entry: — Theodor, Bureaugeh., Uhlenh., Canalstrasse 26, ⊠ 21 bbox=[562, 1229, 865, 1259]
directory-entry: — A. R. Schlosserei., ☎, Wexstrasse 25, ⊠ 11 bbox=[877, 986, 1143, 1001]
directory-entry: — Heinr., Procurist, Borgfelderstr. 53, ⊠ 25 bbox=[247, 940, 501, 955]
directory-entry: — B., Tischlermstr., Victoriastr. 16, ⊠15 bbox=[877, 530, 1110, 545]
directory-entry: — Carl, Tischler, Wielandstr. 47, ⊠ 23 bbox=[877, 1046, 1098, 1061]
directory-entry: — A., Gröningerstr. 21, H. 13, ⊠ 8 bbox=[877, 423, 1076, 438]
directory-entry: — G. A., Fettw., Krayenkamp 32, ⊠ 8 bbox=[247, 1335, 461, 1350]
directory-entry: — Gustav, Barbier u. Friseur, St. G., Langereihe 16, ⊠ 5 bbox=[877, 1214, 1180, 1244]
directory-entry: — Heinr., Cassirer, Siemssenstr. 14, ⊠ 20 bbox=[1192, 1244, 1434, 1259]
directory-entry: ⊙ Carl Heintze, IR, Lotteriegesch., BCto: Fil. d. Dresdn. B., T.Adr: Lotterieheintze, ☎ I, 346, Alsterthor 14/16, ⊠ 1, Fil.: ☎ V, 346, Reeperbahn 137, ⊠ 4, Inh: P. Pressel in Charlottenburg bbox=[562, 1410, 865, 1503]
directory-entry: — J. C. E., Steilshoperstr. 119, ⊠ 33 bbox=[562, 1107, 770, 1122]
directory-entry: — Heinr., Arbtr., Sillemstr. 86, ⊠ 31 bbox=[247, 1427, 455, 1442]
directory-entry: — Wwe., O., Schneiderin, Pilatuspool 6 ⊠36 bbox=[562, 1183, 818, 1198]
directory-entry: — Wilh., Pförtner, Steilshoperstr. 143, ⊠ 33 bbox=[247, 408, 501, 423]
directory-entry: Heinssen siehe auch Heinsen, Heinszen, Heynsen und Heynssen bbox=[562, 742, 865, 774]
signature-mark: II 20* bbox=[1443, 2026, 1491, 2044]
directory-entry: — Johs., Kutscher, Greifswalderstr. 18/20, ⊠ 5 bbox=[247, 1031, 515, 1046]
directory-entry: — Otto, Arbtr., Billh. Röhrendamm 241, H. 2, ⊠ 27 bbox=[1192, 1533, 1488, 1548]
directory-entry: — Adolph, Telegr.-Beamter a. D., Bachstrasse 3a, ⊠ 21 bbox=[1192, 423, 1495, 453]
